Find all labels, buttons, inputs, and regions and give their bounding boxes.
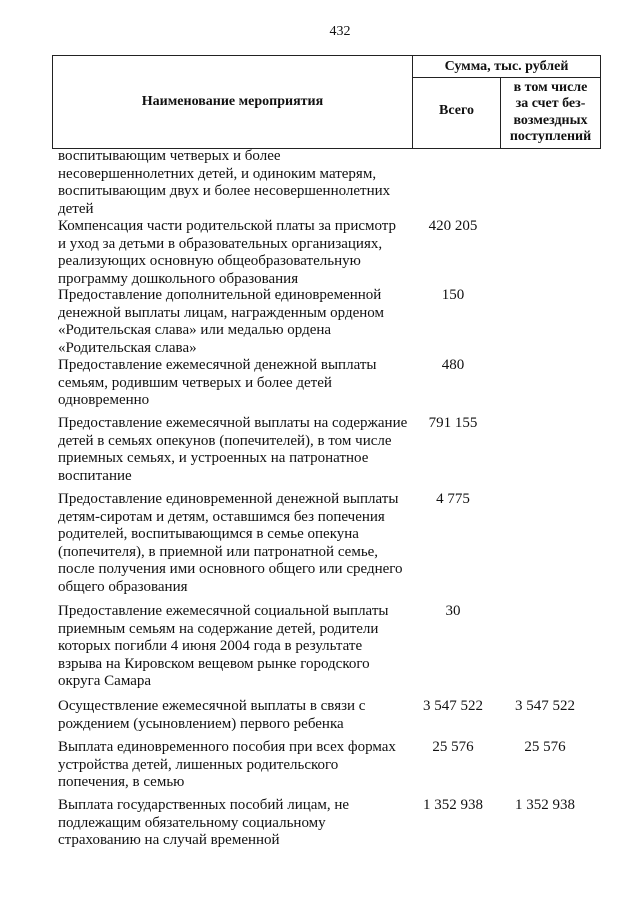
row-total-value: 3 547 522: [423, 698, 483, 714]
row-text-line: Предоставление единовременной денежной выплаты: [58, 491, 399, 507]
table-row: [58, 357, 408, 410]
row-total-value: 420 205: [428, 218, 478, 234]
row-text-line: родителей, воспитывающимся в семье опекуна: [58, 526, 359, 543]
row-text-line: общего образования: [58, 578, 188, 595]
row-text-line: Компенсация части родительской платы за присмотр: [58, 218, 397, 234]
row-text-line: несовершеннолетних детей, и одиноким матерям,: [58, 165, 377, 182]
row-text-line: подлежащим обязательному социальному: [58, 814, 326, 831]
row-text-line: устройства детей, лишенных родительского: [58, 756, 339, 773]
row-total-value: 150: [441, 287, 465, 303]
table-row: [58, 218, 408, 288]
row-gratuitous-value: 25 576: [524, 739, 566, 755]
row-text-line: программу дошкольного образования: [58, 270, 299, 287]
header-line: поступлений: [509, 128, 592, 144]
row-text-line: и уход за детьми в образовательных организациях,: [58, 235, 383, 252]
row-text-line: рождением (усыновлением) первого ребенка: [58, 715, 344, 732]
row-total-value: 25 576: [432, 739, 474, 755]
row-text-line: округа Самара: [58, 673, 152, 690]
row-text-line: Предоставление ежемесячной денежной выплаты: [58, 357, 377, 373]
row-text-line: одновременно: [58, 392, 150, 409]
row-text-line: детей в семьях опекунов (попечителей), в том числе: [58, 432, 392, 449]
header-name-column: Наименование мероприятия: [141, 94, 324, 109]
row-text-line: Выплата единовременного пособия при всех формах: [58, 739, 396, 755]
row-text-line: приемным семьям на содержание детей, родители: [58, 620, 379, 637]
header-line: в том числе: [513, 80, 588, 95]
row-gratuitous-value: 1 352 938: [515, 797, 575, 813]
header-line: возмездных: [513, 112, 588, 128]
row-text-line: после получения ими основного общего или среднего: [58, 561, 403, 578]
table-row: [58, 603, 408, 691]
table-row: [58, 491, 408, 597]
row-text-line: денежной выплаты лицам, награжденным орденом: [58, 304, 385, 321]
table-row: [58, 287, 408, 357]
table-row: [58, 148, 408, 218]
row-text-line: реализующих основную общеобразовательную: [58, 253, 361, 270]
row-gratuitous-value: 3 547 522: [515, 698, 575, 714]
row-text-line: детям-сиротам и детям, оставшимся без попечения: [58, 508, 385, 525]
table-row: [58, 698, 408, 733]
row-text-line: воспитывающим четверых и более: [58, 148, 281, 164]
row-text-line: приемных семьях, и устроенных на патронатное: [58, 450, 369, 467]
row-total-value: 480: [441, 357, 465, 373]
row-text-line: семьям, родившим четверых и более детей: [58, 374, 332, 391]
row-text-line: Осуществление ежемесячной выплаты в связи с: [58, 698, 366, 714]
row-text-line: Предоставление ежемесячной социальной выплаты: [58, 603, 389, 619]
header-divider: [412, 77, 600, 78]
row-text-line: попечения, в семью: [58, 774, 185, 791]
row-total-value: 791 155: [428, 415, 478, 431]
row-text-line: (попечителя), в приемной или патронатной семье,: [58, 543, 379, 560]
row-total-value: 30: [445, 603, 461, 619]
row-text-line: Предоставление ежемесячной выплаты на содержание: [58, 415, 408, 431]
row-text-line: «Родительская слава» или медалью ордена: [58, 322, 332, 339]
page-number: 432: [329, 24, 351, 39]
table-header: [52, 55, 601, 149]
row-text-line: Выплата государственных пособий лицам, не: [58, 797, 350, 813]
row-text-line: которых погибли 4 июня 2004 года в результате: [58, 638, 363, 655]
header-total-column: Всего: [439, 103, 474, 118]
row-total-value: 4 775: [436, 491, 470, 507]
row-text-line: детей: [58, 200, 94, 217]
row-text-line: Предоставление дополнительной единовременной: [58, 287, 382, 303]
table-row: [58, 797, 408, 850]
header-gratuitous-column: [501, 80, 600, 145]
table-row: [58, 739, 408, 792]
row-text-line: «Родительская слава»: [58, 339, 197, 356]
row-text-line: страхованию на случай временной: [58, 832, 280, 849]
row-text-line: воспитание: [58, 467, 132, 484]
table-row: [58, 415, 408, 485]
row-total-value: 1 352 938: [423, 797, 483, 813]
row-text-line: воспитывающим двух и более несовершеннолетних: [58, 183, 391, 200]
header-sum-group: Сумма, тыс. рублей: [444, 59, 569, 74]
header-line: за счет без-: [515, 96, 586, 112]
row-text-line: взрыва на Кировском вещевом рынке городского: [58, 655, 370, 672]
